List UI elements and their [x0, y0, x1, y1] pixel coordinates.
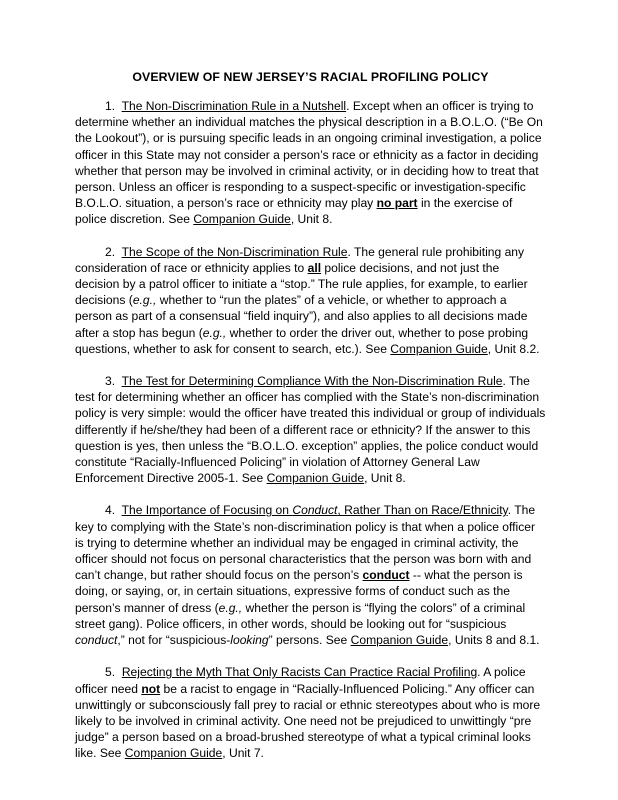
paragraph-heading: Rejecting the Myth That Only Racists Can Practice Racial Profiling	[121, 665, 478, 680]
paragraph-4	[75, 502, 546, 648]
paragraph-text: ,” not for “suspicious-	[117, 633, 231, 648]
paragraph-number: 3.	[105, 374, 116, 389]
paragraph-number: 1.	[105, 99, 116, 113]
paragraph-heading: The Test for Determining Compliance With the Non-Discrimination Rule	[121, 374, 503, 389]
paragraph-text: whether to order the driver out, whether to pose probing questions, whether to ask for consent to search, etc.). See	[75, 325, 529, 356]
italic-text: looking	[230, 633, 269, 648]
paragraph-text: , Unit 8.2.	[487, 341, 540, 356]
italic-text: conduct	[75, 633, 118, 648]
paragraph-text: ” persons. See	[268, 633, 351, 648]
paragraph-text: , Unit 8.	[290, 212, 333, 227]
paragraph-text: . A police officer need	[75, 665, 526, 696]
paragraph-2	[75, 244, 546, 357]
paragraph-text: , Units 8 and 8.1.	[448, 633, 540, 648]
paragraph-number: 4.	[105, 503, 116, 518]
emphasis-text: not	[141, 681, 161, 696]
heading-italic: Conduct	[292, 503, 338, 518]
paragraph-text: . The general rule prohibiting any consideration of race or ethnicity applies to	[75, 244, 525, 275]
paragraph-text: in the exercise of police discretion. See	[75, 196, 513, 227]
paragraph-text: , Unit 8.	[364, 471, 406, 486]
paragraph-heading: The Non-Discrimination Rule in a Nutshell	[121, 99, 347, 113]
companion-guide-reference: Companion Guide	[350, 633, 449, 648]
paragraph-text: -- what the person is doing, or saying, or, in certain situations, expressive forms of conduct such as the person’s manner of dress (	[75, 568, 523, 615]
emphasis-text: all	[307, 260, 322, 275]
companion-guide-reference: Companion Guide	[266, 471, 365, 486]
paragraph-text: , Unit 7.	[222, 746, 264, 761]
heading-part: , Rather Than on Race/Ethnicity	[337, 503, 508, 518]
paragraph-text: . The key to complying with the State’s non-discrimination policy is that when a police officer is trying to determine whether an individual may be engaged in criminal activity, the officer should not focus on personal characteristics that the person was born with and can’t change, but rather should focus on the person’s	[75, 503, 536, 583]
italic-text: e.g.,	[132, 293, 157, 308]
paragraph-heading: The Scope of the Non-Discrimination Rule	[121, 244, 348, 259]
paragraph-text: . Except when an officer is trying to determine whether an individual matches the physical description in a B.O.L.O. (“Be On the Lookout”), or is pursuing specific leads in an ongoing criminal investigation, a police officer in this State may not consider a person’s race or ethnicity as a factor in deciding whether that person may be involved in criminal activity, or in deciding how to treat that person. Unless an officer is responding to a suspect-specific or investigation-specific B.O.L.O. situation, a person’s race or ethnicity may play	[75, 99, 543, 211]
paragraph-heading	[122, 503, 508, 517]
companion-guide-reference: Companion Guide	[124, 746, 223, 761]
paragraph-text: . The test for determining whether an officer has complied with the State’s non-discrimination policy is very simple: would the officer have treated this individual or group of individuals differently if he/she/they had been of a different race or ethnicity? If the answer to this question is yes, then unless the “B.O.L.O. exception” applies, the police conduct would constitute “Racially-Influenced Policing” in violation of Attorney General Law Enforcement Directive 2005-1. See	[75, 374, 546, 486]
paragraph-3	[75, 373, 546, 486]
companion-guide-reference: Companion Guide	[193, 212, 291, 227]
paragraph-text: police decisions, and not just the decision by a patrol officer to initiate a “stop.” The rule applies, for example, to earlier decisions (	[75, 260, 528, 308]
italic-text: e.g.,	[218, 600, 243, 615]
document-title: OVERVIEW OF NEW JERSEY’S RACIAL PROFILING POLICY	[132, 70, 489, 84]
paragraph-text: whether the person is “flying the colors” of a criminal street gang). Police officers, in other words, should be looking out for “suspicious	[75, 600, 526, 631]
paragraph-5	[75, 664, 546, 761]
paragraph-text: be a racist to engage in “Racially-Influenced Policing.” Any officer can unwittingly or subconsciously fall prey to racial or ethnic stereotypes about who is more likely to be involved in criminal activity. One need not be prejudiced to unwittingly “pre judge” a person based on a broad-brushed stereotype of what a typical criminal looks like. See	[75, 681, 541, 761]
paragraph-text: whether to “run the plates” of a vehicle, or whether to approach a person as part of a consensual “field inquiry”), and also applies to all decisions made after a stop has begun (	[75, 293, 528, 340]
heading-part: The Importance of Focusing on	[121, 503, 293, 518]
paragraph-number: 5.	[105, 665, 116, 680]
emphasis-text: conduct	[362, 568, 410, 583]
italic-text: e.g.,	[202, 325, 227, 340]
paragraph-1	[75, 98, 546, 228]
emphasis-text: no part	[376, 196, 418, 211]
companion-guide-reference: Companion Guide	[390, 341, 488, 356]
paragraph-number: 2.	[105, 244, 116, 259]
